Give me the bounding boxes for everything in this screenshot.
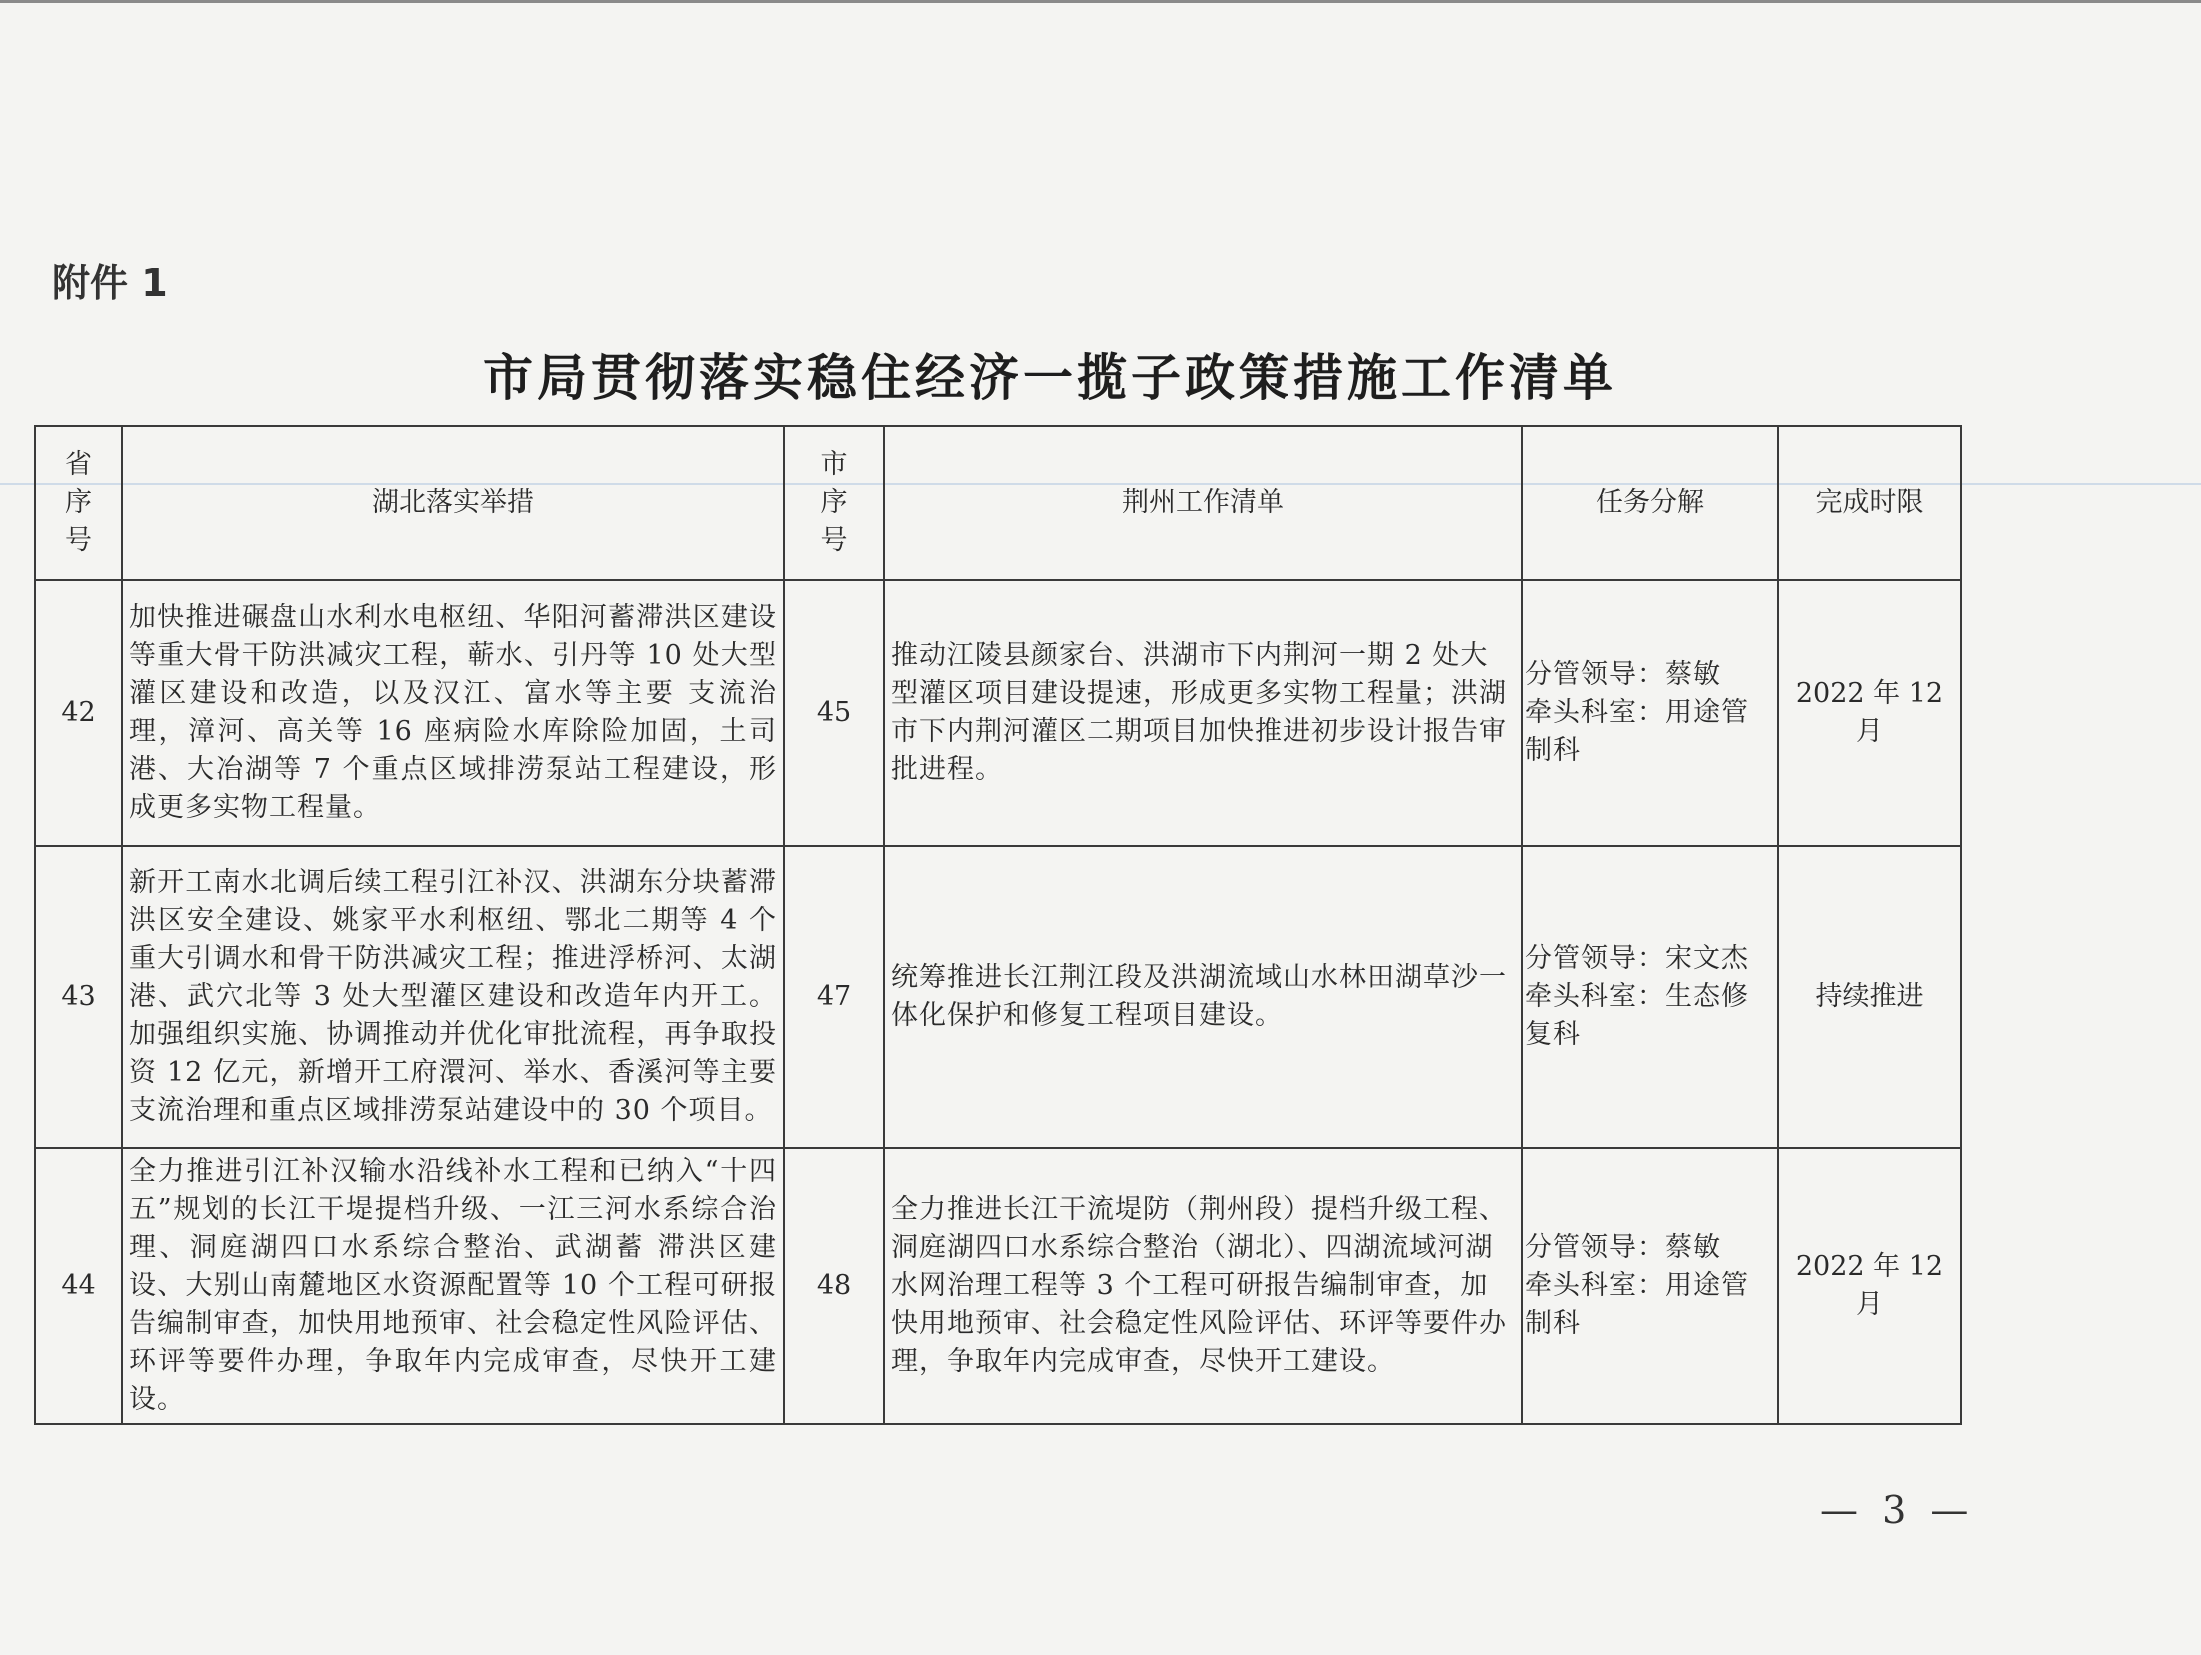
city-seq-cell: 45 [784,580,884,846]
city-seq-cell: 47 [784,846,884,1148]
task-breakdown-cell [1522,580,1778,846]
work-list-table [34,425,1962,1425]
city-seq-cell: 48 [784,1148,884,1424]
attachment-label: 附件 1 [52,261,168,305]
header-task-breakdown: 任务分解 [1522,426,1778,580]
office-text: 牵头科室：用途管制科 [1525,1270,1749,1339]
table-header-row [35,426,1961,580]
table-row [35,1148,1961,1424]
table-row [35,846,1961,1148]
jingzhou-task-cell: 统筹推进长江荆江段及洪湖流域山水林田湖草沙一体化保护和修复工程项目建设。 [884,846,1522,1148]
hubei-measure-cell: 新开工南水北调后续工程引江补汉、洪湖东分块蓄滞洪区安全建设、姚家平水利枢纽、鄂北二期等 4 个重大引调水和骨干防洪减灾工程；推进浮桥河、太湖港、武穴北等 3 处大型灌区建设和改造年内开工。加强组织实施、协调推动并优化审批流程，再争取投资 12 亿元，新增开工府澴河、举水、香溪河等主要支流治理和重点区域排涝泵站建设中的 30 个项目。 [122,846,784,1148]
header-deadline: 完成时限 [1778,426,1961,580]
header-prov-seq-char: 序 [65,487,92,518]
jingzhou-task-cell: 全力推进长江干流堤防（荆州段）提档升级工程、洞庭湖四口水系综合整治（湖北）、四湖流域河湖水网治理工程等 3 个工程可研报告编制审查，加快用地预审、社会稳定性风险评估、环评等要件办理，争取年内完成审查，尽快开工建设。 [884,1148,1522,1424]
table-row [35,580,1961,846]
page-number: — 3 — [1820,1488,1975,1532]
header-city-seq [784,426,884,580]
hubei-measure-cell: 加快推进碾盘山水利水电枢纽、华阳河蓄滞洪区建设等重大骨干防洪减灾工程，蕲水、引丹等 10 处大型灌区建设和改造，以及汉江、富水等主要 支流治理，漳河、高关等 16 座病险水库除险加固，土司港、大冶湖等 7 个重点区域排涝泵站工程建设，形成更多实物工程量。 [122,580,784,846]
header-prov-seq-char: 号 [65,525,92,556]
task-breakdown-cell [1522,1148,1778,1424]
task-breakdown-cell [1522,846,1778,1148]
deadline-cell: 2022 年 12 月 [1778,1148,1961,1424]
top-border-rule [0,0,2201,3]
prov-seq-cell: 43 [35,846,122,1148]
office-text: 牵头科室：生态修复科 [1525,981,1749,1050]
document-title: 市局贯彻落实稳住经济一揽子政策措施工作清单 [483,348,1617,407]
header-city-seq-char: 序 [820,487,848,518]
prov-seq-cell: 44 [35,1148,122,1424]
header-city-seq-char: 号 [820,525,848,556]
leader-text: 分管领导：蔡敏 [1525,1232,1721,1263]
header-city-seq-char: 市 [820,449,848,480]
leader-text: 分管领导：蔡敏 [1525,659,1721,690]
header-hubei-measures: 湖北落实举措 [122,426,784,580]
jingzhou-task-cell: 推动江陵县颜家台、洪湖市下内荆河一期 2 处大型灌区项目建设提速，形成更多实物工程量；洪湖市下内荆河灌区二期项目加快推进初步设计报告审批进程。 [884,580,1522,846]
leader-text: 分管领导：宋文杰 [1525,943,1749,974]
prov-seq-cell: 42 [35,580,122,846]
header-prov-seq-char: 省 [65,449,92,480]
deadline-cell: 2022 年 12 月 [1778,580,1961,846]
header-prov-seq [35,426,122,580]
hubei-measure-cell: 全力推进引江补汉输水沿线补水工程和已纳入“十四五”规划的长江干堤提档升级、一江三河水系综合治理、洞庭湖四口水系综合整治、武湖蓄 滞洪区建设、大别山南麓地区水资源配置等 10 个工程可研报告编制审查，加快用地预审、社会稳定性风险评估、环评等要件办理，争取年内完成审查，尽快开工建设。 [122,1148,784,1424]
header-jingzhou-list: 荆州工作清单 [884,426,1522,580]
deadline-cell: 持续推进 [1778,846,1961,1148]
office-text: 牵头科室：用途管制科 [1525,697,1749,766]
